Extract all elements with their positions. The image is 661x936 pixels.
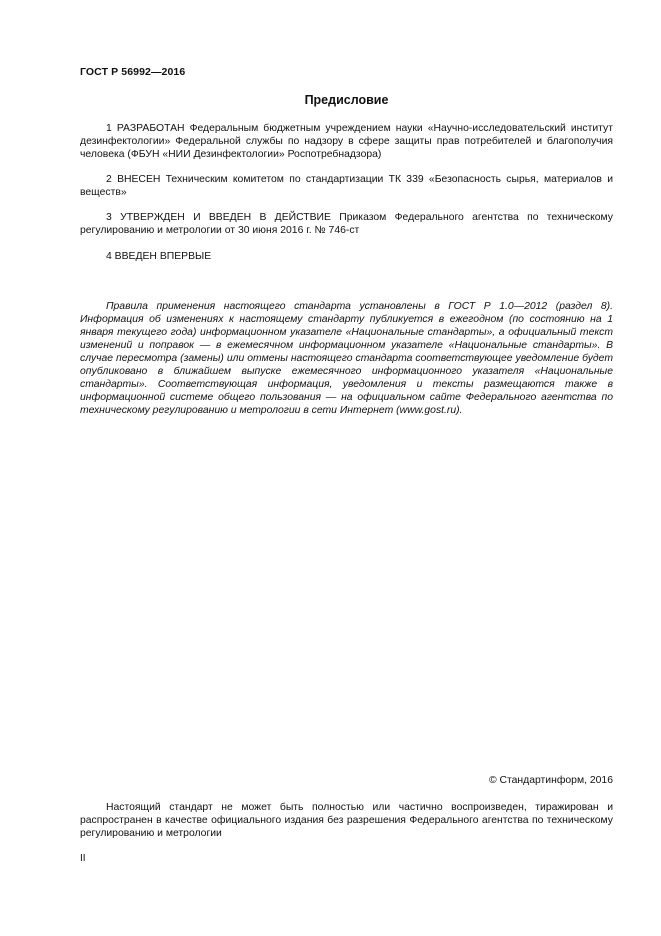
paragraph-first-introduced: 4 ВВЕДЕН ВПЕРВЫЕ bbox=[106, 251, 212, 262]
standard-code: ГОСТ Р 56992—2016 bbox=[80, 66, 186, 78]
section-title: Предисловие bbox=[304, 93, 389, 107]
reproduction-notice: Настоящий стандарт не может быть полностью или частично воспроизведен, тиражирован и распространен в качестве официального издания без разрешения Федерального агентства по техническому регулированию и метрологии bbox=[80, 802, 613, 839]
paragraph-approved: 3 УТВЕРЖДЕН И ВВЕДЕН В ДЕЙСТВИЕ Приказом Федерального агентства по техническому регулированию и метрологии от 30 июня 2016 г. № 746-ст bbox=[80, 212, 613, 236]
rules-notice: Правила применения настоящего стандарта установлены в ГОСТ Р 1.0—2012 (раздел 8). Информация об изменениях к настоящему стандарту публикуется в ежегодном (по состоянию на 1 января текущего года) информационном указателе «Национальные стандарты», а официальный текст изменений и поправок — в ежемесячном информационном указателе «Национальные стандарты». В случае пересмотра (замены) или отмены настоящего стандарта соответствующее уведомление будет опубликовано в ближайшем выпуске ежемесячного информационного указателя «Национальные стандарты». Соответствующая информация, уведомления и тексты размещаются также в информационной системе общего пользования — на официальном сайте Федерального агентства по техническому регулированию и метрологии в сети Интернет (www.gost.ru). bbox=[80, 301, 613, 416]
page-number: II bbox=[80, 853, 86, 864]
paragraph-developed-by: 1 РАЗРАБОТАН Федеральным бюджетным учреждением науки «Научно-исследовательский институт дезинфектологии» Федеральной службы по надзору в сфере защиты прав потребителей и благополучия человека (ФБУН «НИИ Дезинфектологии» Роспотребнадзора) bbox=[80, 123, 613, 160]
paragraph-introduced-by: 2 ВНЕСЕН Техническим комитетом по стандартизации ТК 339 «Безопасность сырья, материалов и веществ» bbox=[80, 174, 613, 198]
copyright-line: © Стандартинформ, 2016 bbox=[488, 775, 613, 786]
